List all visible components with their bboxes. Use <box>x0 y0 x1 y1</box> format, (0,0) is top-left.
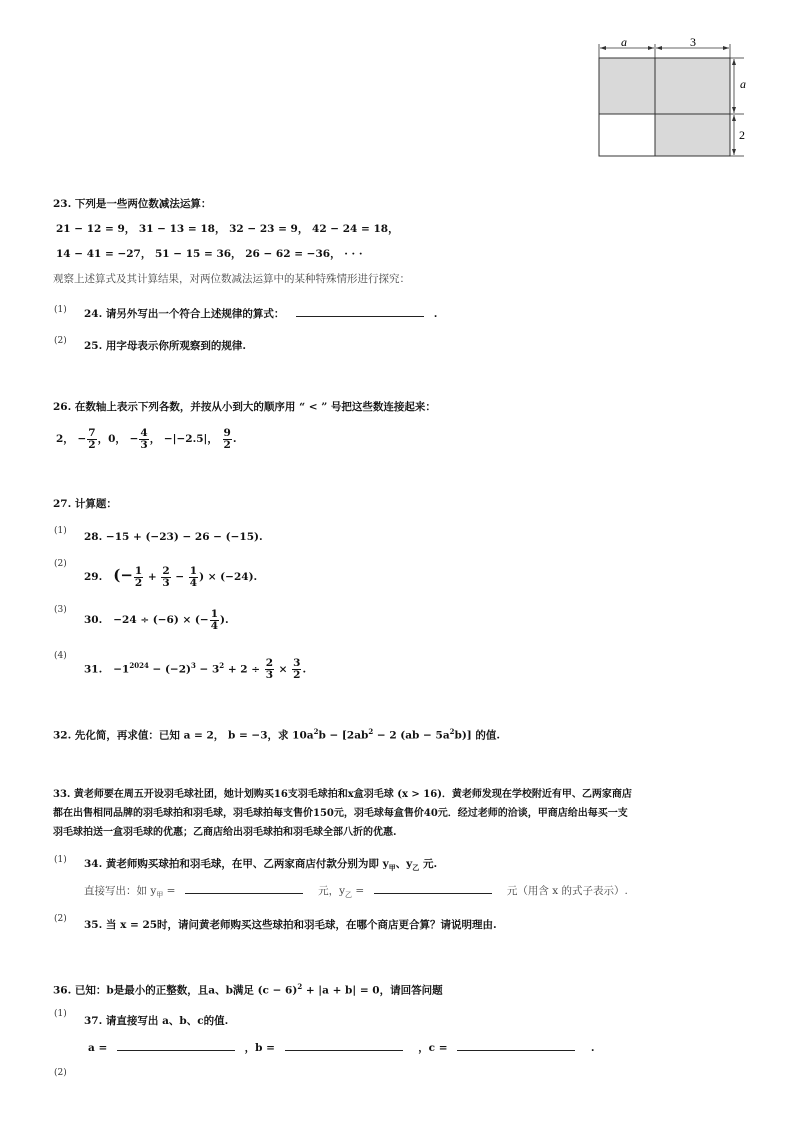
q37-b-label: ，b = <box>244 1042 279 1054</box>
q34-direct-sub-jia: 甲 <box>156 891 164 900</box>
q33-line3: 羽毛球拍送一盒羽毛球的优惠；乙商店给出羽毛球拍和羽毛球全部八折的优惠. <box>53 827 397 838</box>
q31-part-c: − 3 <box>195 663 220 676</box>
q35-text: 35. 当 x = 25时，请问黄老师购买这些球拍和羽毛球，在哪个商店更合算？请说明理由. <box>84 919 497 931</box>
q37-marker: (1) <box>54 1009 67 1019</box>
q26-n1: 2， <box>56 433 74 445</box>
q34-sub-jia: 甲 <box>388 863 396 873</box>
q29-marker: (2) <box>54 559 67 569</box>
q29-plus: + <box>147 571 157 583</box>
q30-expr <box>84 605 229 635</box>
q34-part-b: 、y <box>395 858 413 870</box>
c-answer-blank[interactable] <box>457 1040 575 1051</box>
q30-close: ). <box>220 614 229 626</box>
q26-n3: ，0， <box>97 433 126 445</box>
label-3-top: 3 <box>690 36 696 49</box>
a-answer-blank[interactable] <box>117 1040 235 1051</box>
q29-close: ) × (−24). <box>199 571 258 583</box>
q28-text: 28. −15 + (−23) − 26 − (−15). <box>84 531 263 543</box>
q33-line2: 都在出售相同品牌的羽毛球拍和羽毛球，羽毛球拍每支售价150元，羽毛球每盒售价40元．经过老师的洽谈，甲商店给出每买一支 <box>53 808 628 819</box>
q26-n5: ， −|−2.5|， <box>149 433 218 445</box>
q34-direct-sub-yi: 乙 <box>345 891 353 900</box>
q26-n2-sign: − <box>77 433 87 445</box>
q36-text <box>53 980 443 998</box>
q31-part-b: − (−2) <box>148 663 191 676</box>
q31-exp-2: 2 <box>219 661 225 670</box>
shaded-rect-32 <box>655 114 730 156</box>
y-jia-answer-blank[interactable] <box>185 883 303 894</box>
q31-frac-3-2: $\frac{3}{2}$ <box>293 657 301 681</box>
q33-line1: 33. 黄老师要在周五开设羽毛球社团，她计划购买16支羽毛球拍和x盒羽毛球 (x > 16)．黄老师发现在学校附近有甲、乙两家商店 <box>53 789 632 800</box>
q34-sub-yi: 乙 <box>412 863 420 873</box>
q32-sup1: 2 <box>313 727 319 736</box>
q32-sup2: 2 <box>368 727 374 736</box>
label-a-top: a <box>621 36 627 49</box>
shaded-square-aa <box>599 58 655 114</box>
q24-text <box>84 306 437 321</box>
q34-part-a: 34. 黄老师购买球拍和羽毛球，在甲、乙两家商店付款分别为即 y <box>84 858 389 870</box>
q31-frac-2-3: $\frac{2}{3}$ <box>265 657 274 681</box>
q30-frac-1-4: $\frac{1}{4}$ <box>210 607 218 632</box>
q29-frac-1-4: $\frac{1}{4}$ <box>189 564 198 589</box>
q23-instruction: 观察上述算式及其计算结果，对两位数减法运算中的某种特殊情形进行探究： <box>53 273 410 285</box>
q34-direct-eq2: = <box>352 885 368 897</box>
q29-label: 29. <box>84 571 103 583</box>
q34-part-c: 元. <box>419 858 438 870</box>
q31-part-a: −1 <box>113 663 130 676</box>
q30-marker: (3) <box>54 605 67 615</box>
area-diagram <box>590 36 750 160</box>
q32-part-d: − 2 (ab − 5a <box>373 729 450 742</box>
q37-c-label: ，c = <box>418 1042 452 1054</box>
q23-line2: 14 − 41 = −27， 51 − 15 = 36， 26 − 62 = −36， · · · <box>56 248 363 260</box>
q34-marker: (1) <box>54 855 67 865</box>
q29-minus: − <box>175 571 185 583</box>
q26-frac-4-3: $\frac{4}{3}$ <box>140 426 148 451</box>
q38-marker: (2) <box>54 1068 67 1078</box>
q31-exp-3: 3 <box>191 661 196 670</box>
q32-sup3: 2 <box>449 727 455 736</box>
q37-text: 37. 请直接写出 a、b、c的值. <box>84 1015 229 1027</box>
q25-marker: (2) <box>54 336 67 346</box>
blank-rect-2a <box>599 114 655 156</box>
q36-part-a: 36. 已知：b是最小的正整数，且a、b满足 (c − 6) <box>53 984 298 997</box>
q27-title: 27. 计算题： <box>53 498 117 510</box>
q24-answer-blank[interactable] <box>296 306 424 317</box>
q34-direct-eq1: = <box>163 885 179 897</box>
q32-text <box>53 725 500 743</box>
q30-body: −24 ÷ (−6) × (− <box>113 614 209 626</box>
q31-expr <box>84 651 306 685</box>
q34-yuan: 元，y <box>318 885 346 897</box>
q24-marker: (1) <box>54 305 67 315</box>
q31-times: × <box>275 663 292 676</box>
q37-end: . <box>590 1042 595 1054</box>
q31-marker: (4) <box>54 651 67 661</box>
q26-n4-sign: − <box>129 433 139 445</box>
shaded-rect-3a <box>655 58 730 114</box>
q26-title: 26. 在数轴上表示下列各数，并按从小到大的顺序用 “ < ” 号把这些数连接起来： <box>53 401 436 413</box>
y-yi-answer-blank[interactable] <box>374 883 492 894</box>
q32-part-a: 32. 先化简，再求值：已知 <box>53 729 184 742</box>
label-2-right: 2 <box>739 128 745 142</box>
q26-end: . <box>232 433 237 445</box>
q37-a-label: a = <box>88 1042 111 1054</box>
q26-frac-9-2: $\frac{9}{2}$ <box>223 426 231 451</box>
q31-part-d: + 2 ÷ <box>224 663 264 676</box>
q32-part-b: ，求 10a <box>267 729 314 742</box>
q29-expr <box>84 560 257 592</box>
q34-tail: 元（用含 x 的式子表示）. <box>506 885 628 897</box>
q26-frac-7-2: $\frac{7}{2}$ <box>88 426 96 451</box>
q36-part-b: + |a + b| = 0，请回答问题 <box>302 984 443 997</box>
q23-line1: 21 − 12 = 9， 31 − 13 = 18， 32 − 23 = 9， 42 − 24 = 18， <box>56 223 399 235</box>
q32-part-c: b − [2ab <box>318 729 369 742</box>
label-a-right: a <box>740 77 746 91</box>
q35-marker: (2) <box>54 914 67 924</box>
q34-text <box>84 857 437 875</box>
q32-condition: a = 2， b = −3 <box>183 729 268 742</box>
b-answer-blank[interactable] <box>285 1040 403 1051</box>
q23-title: 23. 下列是一些两位数减法运算： <box>53 198 212 210</box>
q29-open: (− <box>113 566 133 584</box>
q31-label: 31. <box>84 663 103 676</box>
q31-exp-2024: 2024 <box>129 661 149 670</box>
q24-end: . <box>433 308 438 320</box>
q37-answers <box>88 1040 595 1055</box>
q31-end: . <box>302 663 307 676</box>
q25-text: 25. 用字母表示你所观察到的规律. <box>84 340 247 352</box>
q34-direct-a: 直接写出：如 y <box>84 885 157 897</box>
q34-direct <box>84 883 628 902</box>
q26-numbers <box>56 424 236 454</box>
q24-prompt: 24. 请另外写出一个符合上述规律的算式： <box>84 308 285 320</box>
q36-sup: 2 <box>297 982 303 991</box>
q28-marker: (1) <box>54 526 67 536</box>
q30-label: 30. <box>84 614 103 626</box>
q32-part-e: b)] 的值. <box>454 729 501 742</box>
q29-frac-2-3: $\frac{2}{3}$ <box>162 564 170 589</box>
q29-frac-1-2: $\frac{1}{2}$ <box>134 564 143 589</box>
